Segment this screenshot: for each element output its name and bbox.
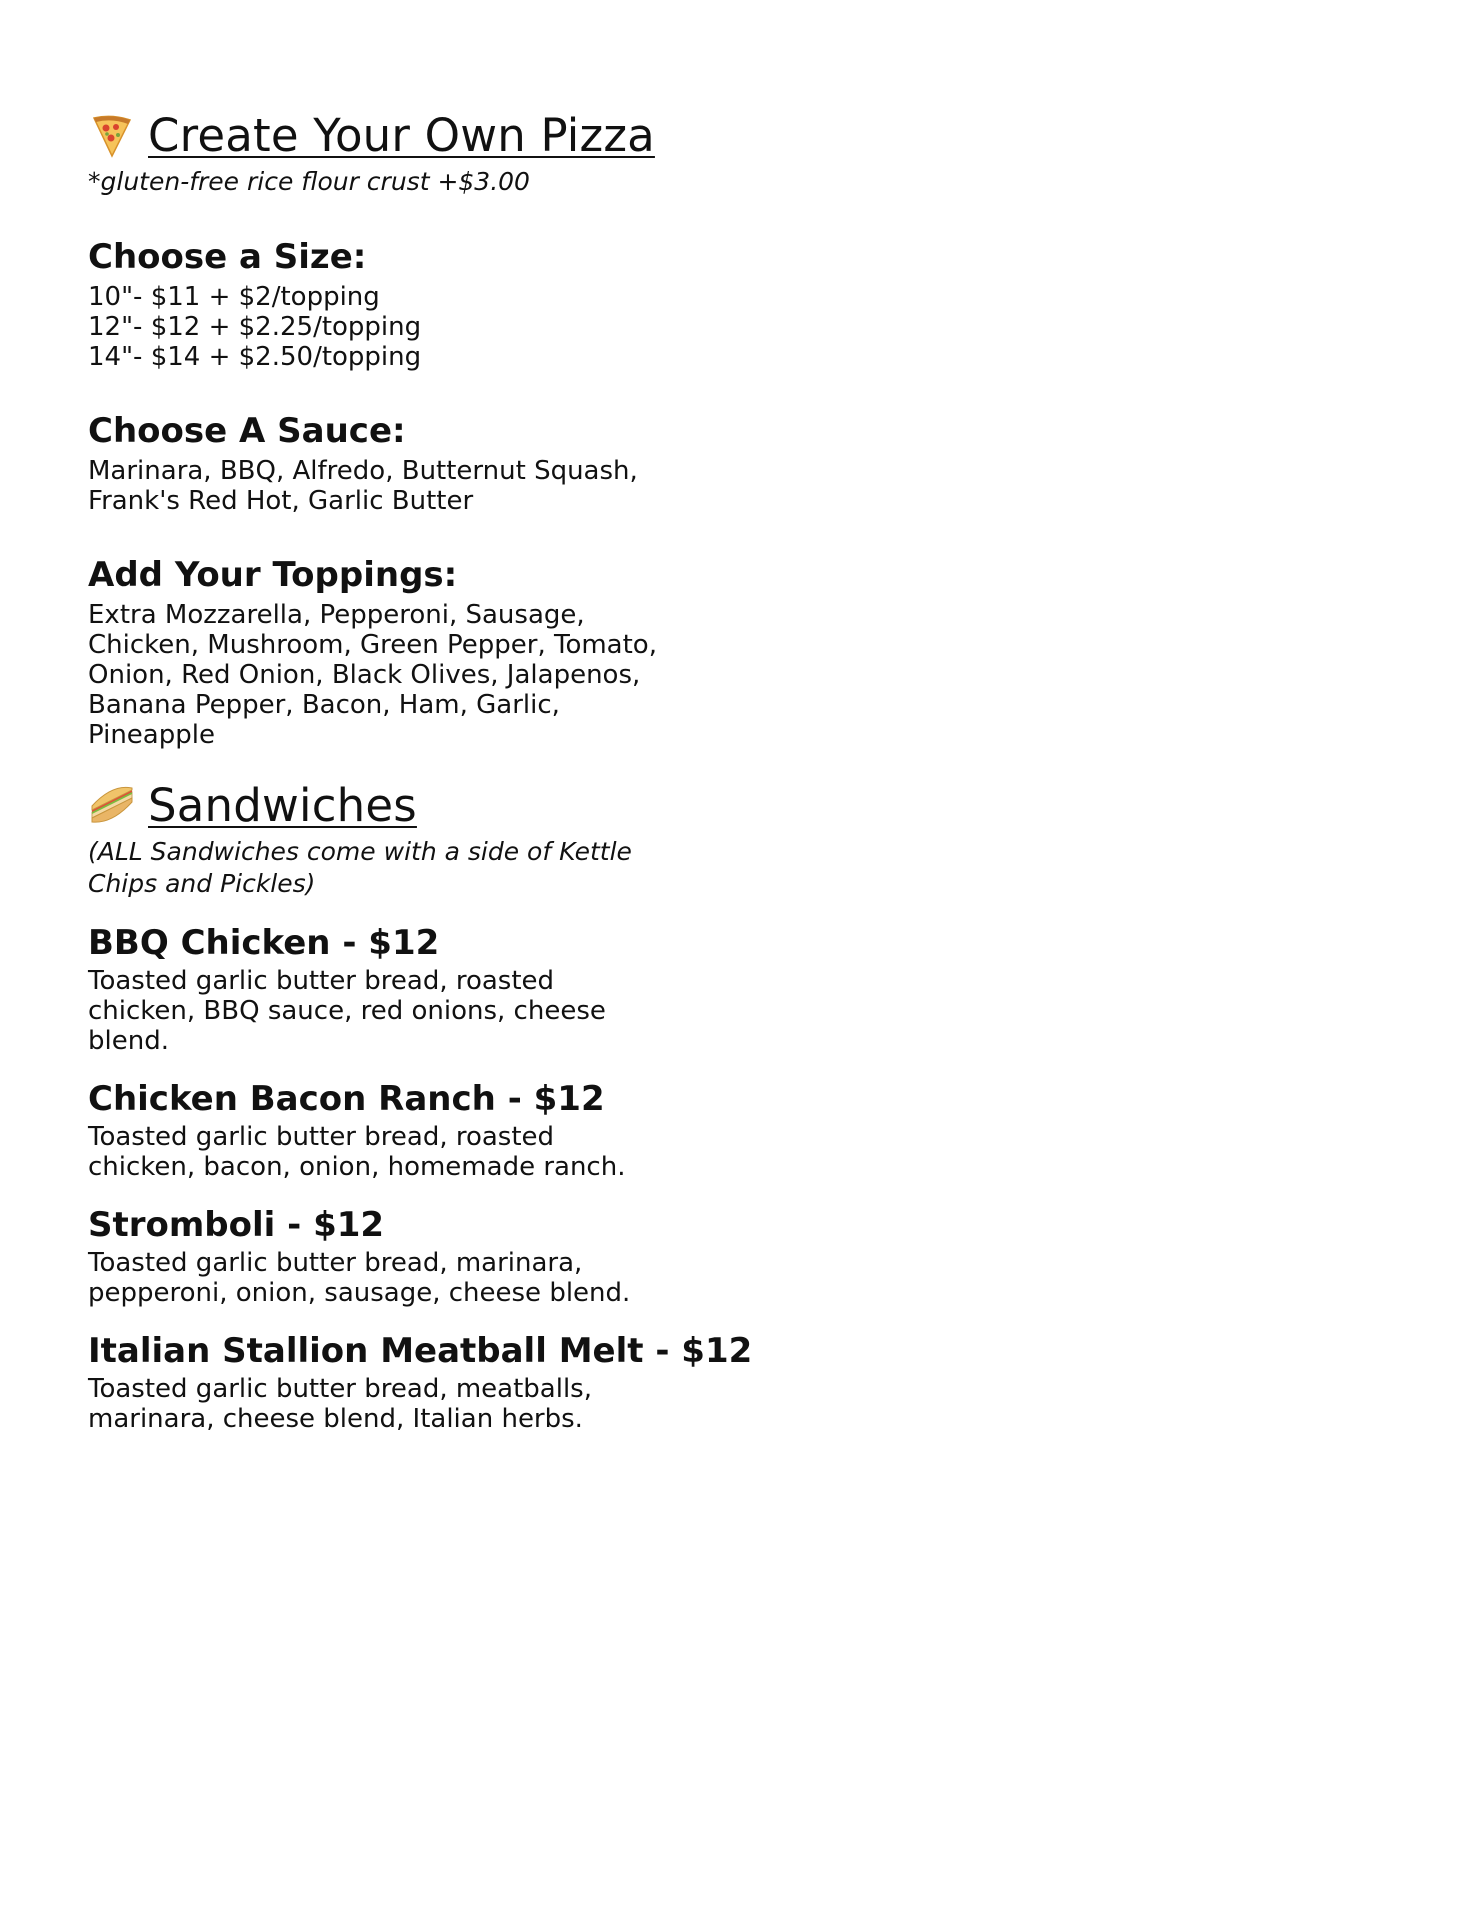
size-options [88,282,708,372]
sandwich-item-title: Stromboli - $12 [88,1205,385,1245]
description-line: blend. [88,1026,169,1056]
sandwich-item [88,1078,708,1182]
menu-page [88,108,753,1434]
sauce-line: Marinara, BBQ, Alfredo, Butternut Squash, [88,456,638,486]
toppings-line: Chicken, Mushroom, Green Pepper, Tomato, [88,630,657,660]
size-option: 12"- $12 + $2.25/topping [88,312,422,342]
description-line: chicken, BBQ sauce, red onions, cheese [88,996,606,1026]
size-option: 14"- $14 + $2.50/topping [88,342,422,372]
sandwiches-note-line: (ALL Sandwiches come with a side of Kettle [88,837,632,866]
sandwich-item-description [88,1122,708,1182]
sandwich-item-description [88,1248,708,1308]
sandwich-item [88,1204,708,1308]
toppings-line: Banana Pepper, Bacon, Ham, Garlic, [88,690,560,720]
sandwich-item-title: Chicken Bacon Ranch - $12 [88,1079,605,1119]
sandwiches-title: Sandwiches [148,779,417,832]
toppings-heading: Add Your Toppings: [88,555,458,595]
sandwich-item-title: Italian Stallion Meatball Melt - $12 [88,1331,753,1371]
sandwich-icon [88,782,136,830]
toppings-line: Pineapple [88,720,215,750]
description-line: Toasted garlic butter bread, roasted [88,966,555,996]
sauce-heading: Choose A Sauce: [88,411,406,451]
gluten-free-note: *gluten-free rice flour crust +$3.00 [88,167,530,196]
pizza-title: Create Your Own Pizza [148,109,655,162]
sauce-line: Frank's Red Hot, Garlic Butter [88,486,474,516]
description-line: chicken, bacon, onion, homemade ranch. [88,1152,626,1182]
description-line: pepperoni, onion, sausage, cheese blend. [88,1278,631,1308]
sandwich-item-description [88,966,708,1056]
sandwich-item [88,922,708,1056]
toppings-line: Extra Mozzarella, Pepperoni, Sausage, [88,600,585,630]
sandwiches-note [88,836,708,900]
sandwiches-note-line: Chips and Pickles) [88,869,316,898]
sandwiches-section-title [88,778,708,834]
sandwich-item-description [88,1374,708,1434]
toppings-line: Onion, Red Onion, Black Olives, Jalapenos, [88,660,641,690]
pizza-section-title [88,108,708,164]
toppings-list [88,600,708,750]
description-line: Toasted garlic butter bread, meatballs, [88,1374,592,1404]
sandwich-item [88,1330,753,1434]
sauce-options [88,456,708,516]
sandwich-item-title: BBQ Chicken - $12 [88,923,440,963]
description-line: Toasted garlic butter bread, marinara, [88,1248,583,1278]
size-option: 10"- $11 + $2/topping [88,282,380,312]
description-line: Toasted garlic butter bread, roasted [88,1122,555,1152]
pizza-slice-icon [88,112,136,160]
size-heading: Choose a Size: [88,237,367,277]
description-line: marinara, cheese blend, Italian herbs. [88,1404,583,1434]
